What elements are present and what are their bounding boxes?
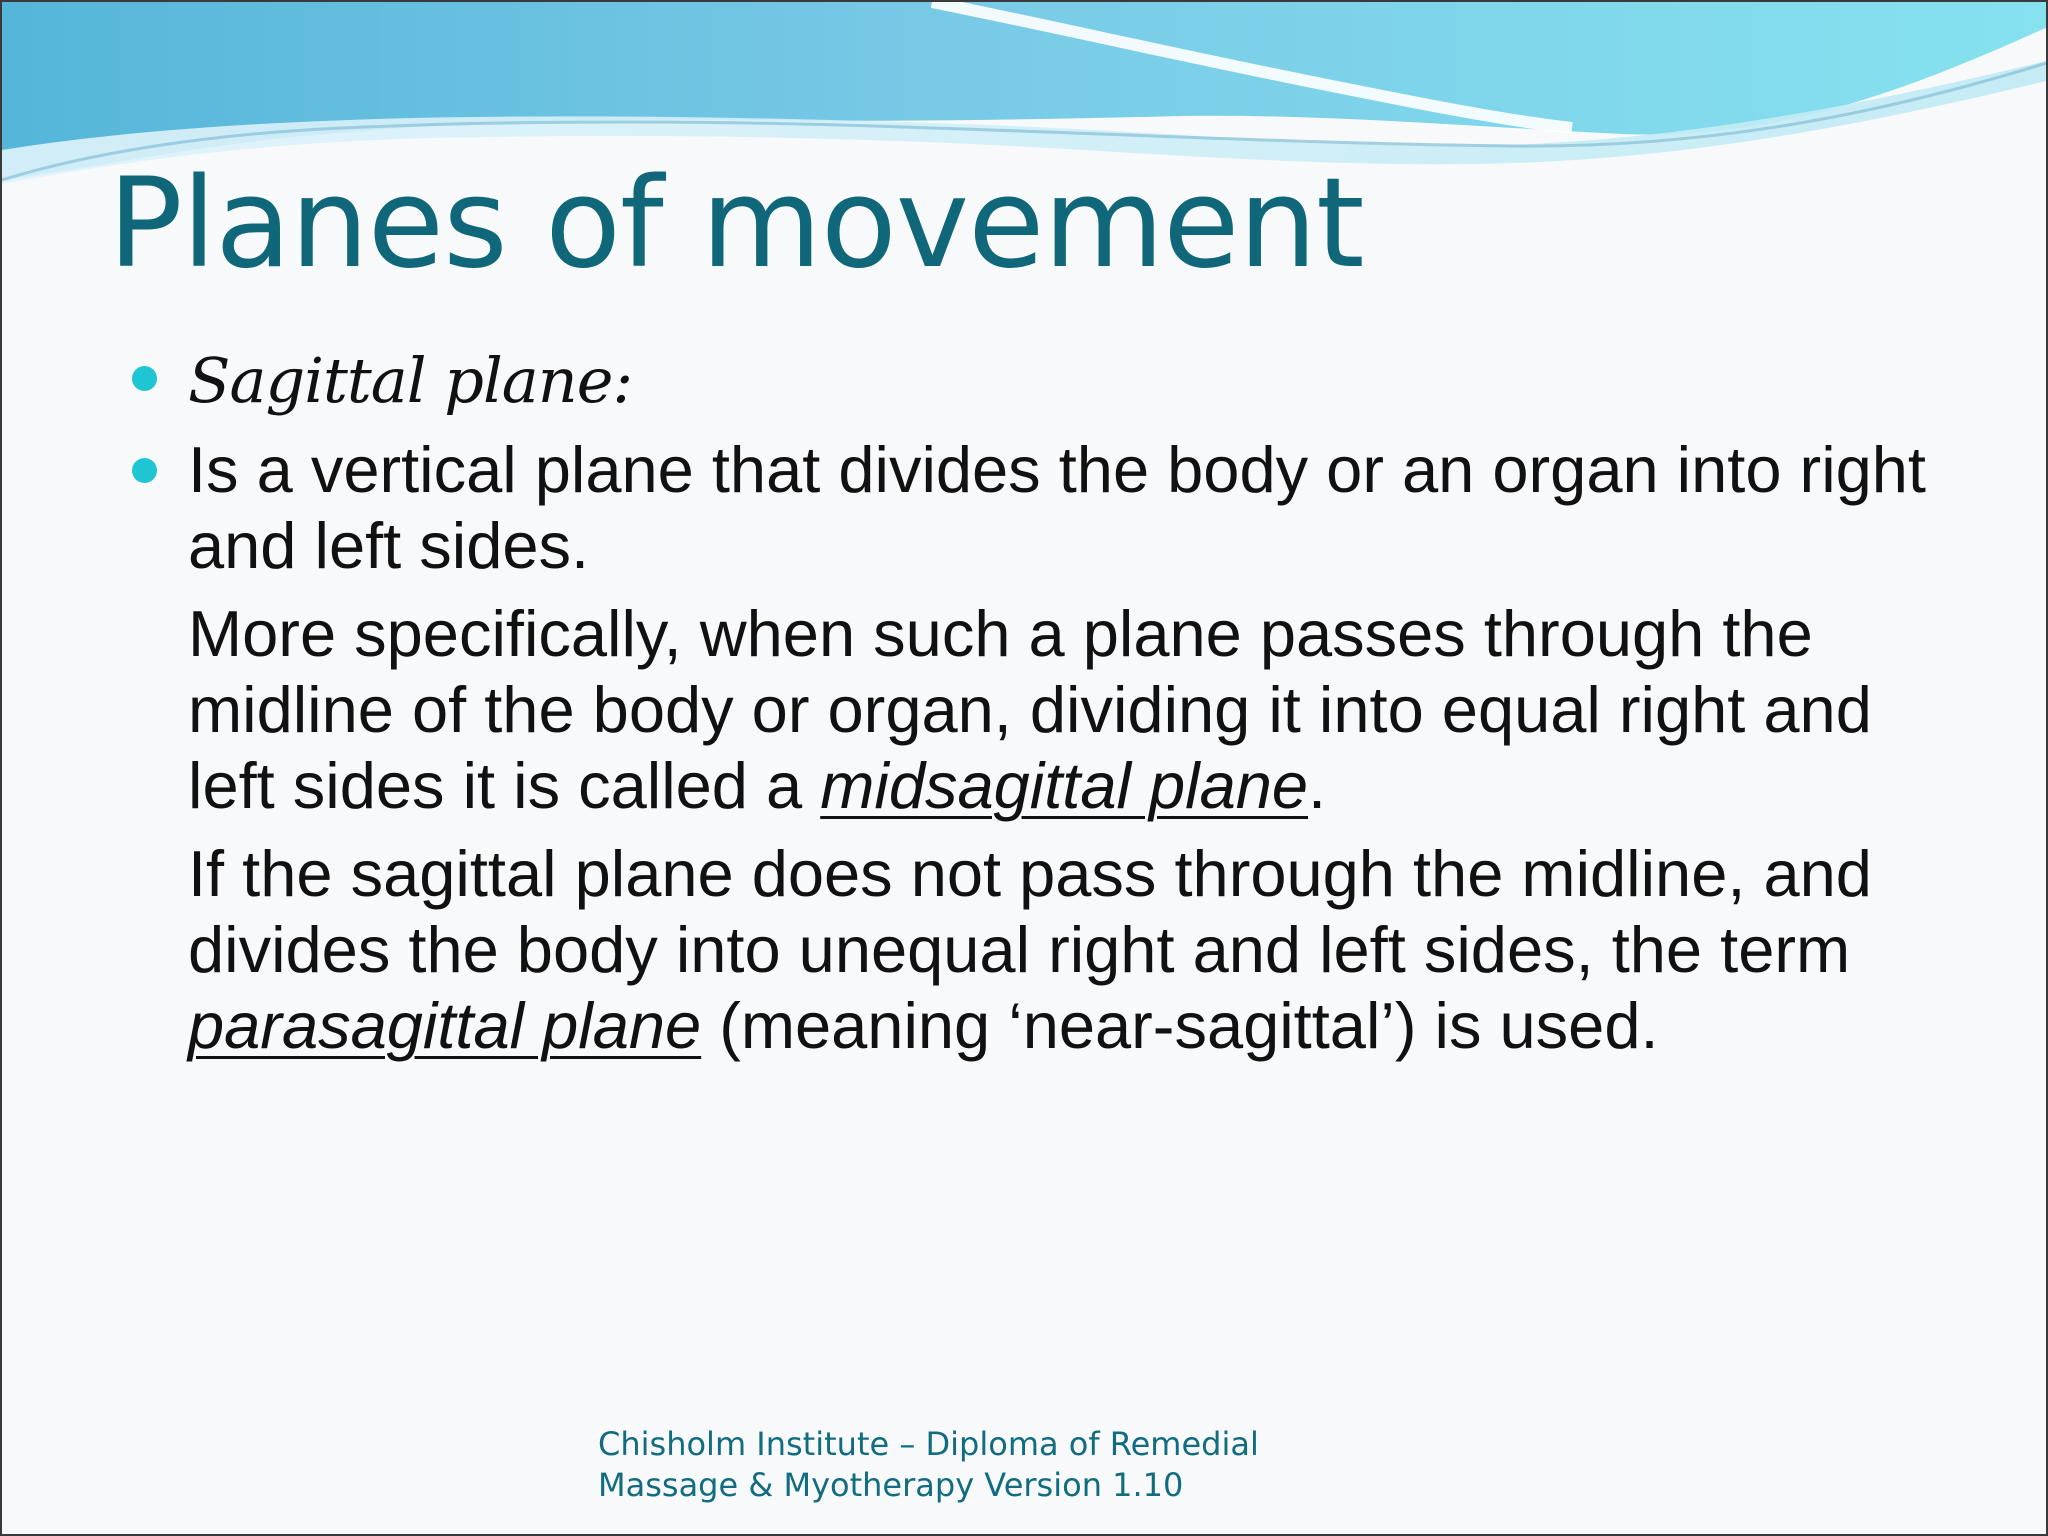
midsagittal-text-before: More specifically, when such a plane passes through the midline of the body or organ, dividing it into equal right and left sides it is called a (188, 597, 1872, 822)
footer-line-2: Massage & Myotherapy Version 1.10 (598, 1466, 1184, 1504)
midsagittal-text-after: . (1308, 749, 1327, 822)
slide-title: Planes of movement (108, 152, 1364, 296)
paragraph-parasagittal-plane (188, 836, 1968, 1064)
parasagittal-text-before: If the sagittal plane does not pass through the midline, and divides the body into unequal right and left sides, the term (188, 837, 1872, 986)
bullet-sagittal-plane: Sagittal plane: (188, 340, 1968, 422)
bullet-vertical-plane-definition: Is a vertical plane that divides the body or an organ into right and left sides. (188, 432, 1968, 584)
footer-line-1: Chisholm Institute – Diploma of Remedial (598, 1425, 1259, 1463)
parasagittal-plane-term: parasagittal plane (188, 989, 702, 1062)
paragraph-midsagittal-plane (188, 596, 1968, 824)
parasagittal-text-after: (meaning ‘near-sagittal’) is used. (701, 989, 1659, 1062)
slide-content (188, 340, 1968, 1064)
slide-footer (598, 1424, 1318, 1506)
midsagittal-plane-term: midsagittal plane (820, 749, 1309, 822)
